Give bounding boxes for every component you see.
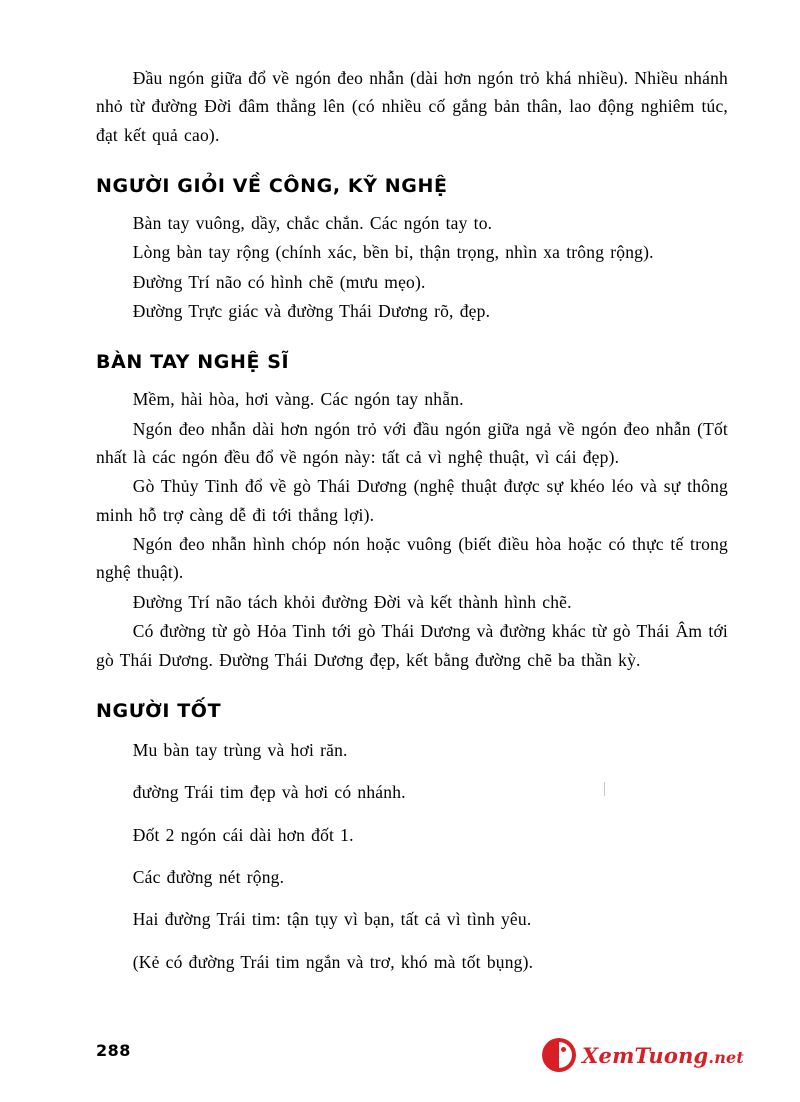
- paragraph: Ngón đeo nhẫn dài hơn ngón trỏ với đầu ngón giữa ngả về ngón đeo nhẫn (Tốt nhất là các ngón đều đổ về ngón này: tất cả vì nghệ thuật, vì cái đẹp).: [96, 418, 728, 468]
- paragraph: Mu bàn tay trùng và hơi răn.: [132, 739, 348, 760]
- section-heading-cong-ky-nghe: NGƯỜI GIỎI VỀ CÔNG, KỸ NGHỆ: [96, 175, 448, 198]
- watermark-domain: .net: [708, 1047, 744, 1067]
- paragraph: Lòng bàn tay rộng (chính xác, bền bỉ, thận trọng, nhìn xa trông rộng).: [132, 242, 654, 263]
- paragraph: Hai đường Trái tim: tận tụy vì bạn, tất cả vì tình yêu.: [132, 909, 532, 930]
- section-heading-ban-tay-nghe-si: BÀN TAY NGHỆ SĨ: [96, 351, 290, 374]
- paragraph: Đốt 2 ngón cái dài hơn đốt 1.: [132, 824, 354, 845]
- watermark: [542, 1038, 744, 1072]
- paragraph: Đường Trực giác và đường Thái Dương rõ, đẹp.: [132, 301, 491, 322]
- paragraph: Mềm, hài hòa, hơi vàng. Các ngón tay nhẵn.: [132, 389, 464, 410]
- page-content: [96, 64, 728, 976]
- yin-yang-icon: [542, 1038, 576, 1072]
- paragraph: Đường Trí não tách khỏi đường Đời và kết thành hình chẽ.: [132, 591, 572, 612]
- paragraph: Gò Thủy Tinh đổ về gò Thái Dương (nghệ thuật được sự khéo léo và sự thông minh hỗ trợ càng dễ đi tới thắng lợi).: [96, 476, 728, 525]
- paragraph: Đường Trí não có hình chẽ (mưu mẹo).: [132, 271, 426, 292]
- paragraph: Bàn tay vuông, dầy, chắc chắn. Các ngón tay to.: [132, 213, 493, 234]
- watermark-text: [582, 1043, 744, 1068]
- watermark-name: XemTuong: [582, 1042, 709, 1068]
- paragraph: (Kẻ có đường Trái tim ngắn và trơ, khó mà tốt bụng).: [132, 951, 534, 972]
- section-heading-nguoi-tot: NGƯỜI TỐT: [96, 699, 222, 722]
- paragraph: Ngón đeo nhẫn hình chóp nón hoặc vuông (biết điều hòa hoặc có thực tế trong nghệ thuật).: [96, 534, 728, 583]
- page-margin-tick: [604, 782, 605, 796]
- page-number: 288: [96, 1041, 131, 1060]
- paragraph: Các đường nét rộng.: [132, 866, 285, 887]
- paragraph: đường Trái tim đẹp và hơi có nhánh.: [132, 782, 406, 803]
- paragraph: Đầu ngón giữa đổ về ngón đeo nhẫn (dài hơn ngón trỏ khá nhiều). Nhiều nhánh nhỏ từ đường Đời đâm thẳng lên (có nhiều cố gắng bản thân, lao động nghiêm túc, đạt kết quả cao).: [96, 68, 728, 145]
- paragraph: Có đường từ gò Hỏa Tinh tới gò Thái Dương và đường khác từ gò Thái Âm tới gò Thái Dương. Đường Thái Dương đẹp, kết bằng đường chẽ ba thần kỳ.: [96, 621, 728, 670]
